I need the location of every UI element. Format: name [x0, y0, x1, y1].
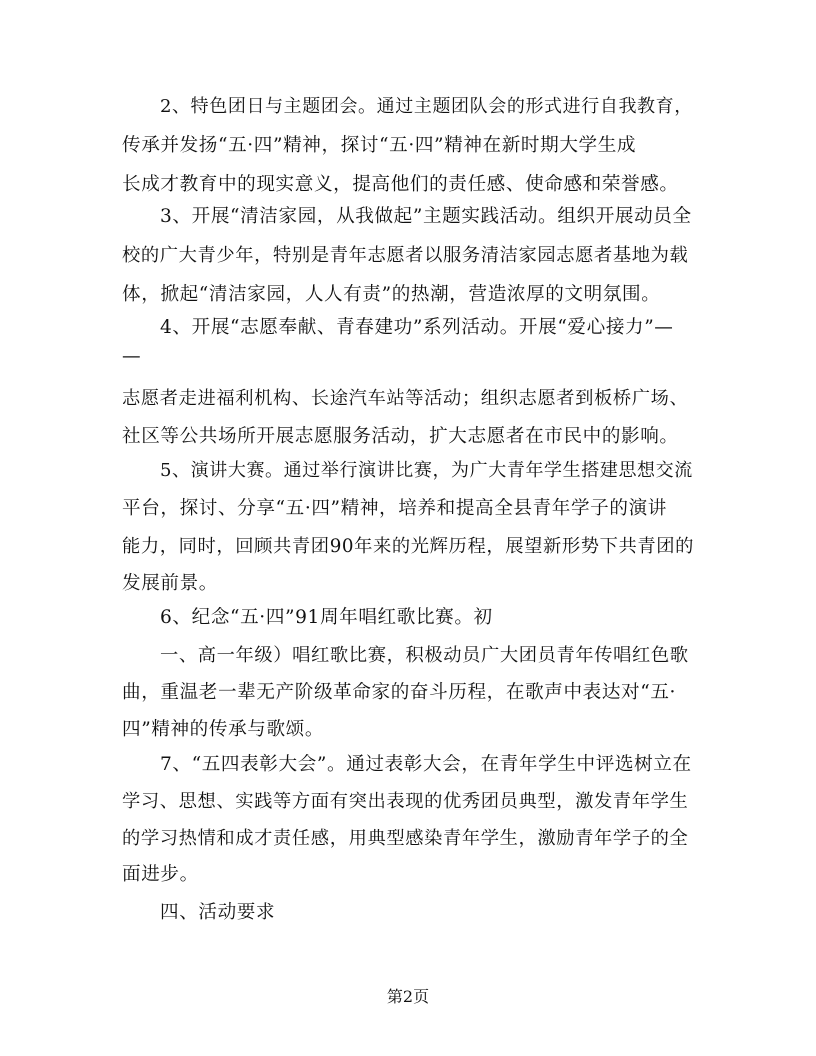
text-line: 5、演讲大赛。通过举行演讲比赛，为广大青年学生搭建思想交流: [160, 460, 693, 481]
text-line: 志愿者走进福利机构、长途汽车站等活动；组织志愿者到板桥广场、: [122, 388, 689, 409]
text-line: 一、高一年级）唱红歌比赛，积极动员广大团员青年传唱红色歌: [160, 645, 689, 666]
text-line: 4、开展“志愿奉献、青春建功”系列活动。开展“爱心接力”—: [160, 317, 674, 338]
text-line: 3、开展“清洁家园，从我做起”主题实践活动。组织开展动员全: [160, 206, 692, 227]
text-line: 学习、思想、实践等方面有突出表现的优秀团员典型，激发青年学生: [122, 791, 689, 812]
text-line: 长成才教育中的现实意义，提高他们的责任感、使命感和荣誉感。: [122, 174, 679, 195]
text-line: 曲，重温老一辈无产阶级革命家的奋斗历程，在歌声中表达对“五·: [122, 682, 677, 703]
text-line: —: [122, 346, 142, 367]
text-line: 6、纪念“五·四”91周年唱红歌比赛。初: [160, 607, 493, 628]
text-line: 四”精神的传承与歌颂。: [122, 719, 325, 740]
text-line: 传承并发扬“五·四”精神，探讨“五·四”精神在新时期大学生成: [122, 135, 637, 156]
text-line: 的学习热情和成才责任感，用典型感染青年学生，激励青年学子的全: [122, 828, 689, 849]
text-line: 四、活动要求: [160, 902, 276, 923]
text-line: 发展前景。: [122, 573, 218, 594]
page-number: 第2页: [386, 987, 430, 1006]
text-line: 体，掀起“清洁家园，人人有责”的热潮，营造浓厚的文明氛围。: [122, 284, 661, 305]
text-line: 面进步。: [122, 864, 199, 885]
text-line: 校的广大青少年，特别是青年志愿者以服务清洁家园志愿者基地为载: [122, 245, 689, 266]
text-line: 2、特色团日与主题团会。通过主题团队会的形式进行自我教育，: [160, 96, 693, 117]
text-line: 平台，探讨、分享“五·四”精神，培养和提高全县青年学子的演讲: [122, 498, 667, 519]
text-line: 社区等公共场所开展志愿服务活动，扩大志愿者在市民中的影响。: [122, 426, 679, 447]
text-line: 7、“五四表彰大会”。通过表彰大会，在青年学生中评选树立在: [160, 754, 692, 775]
text-line: 能力，同时，回顾共青团90年来的光辉历程，展望新形势下共青团的: [122, 536, 695, 557]
